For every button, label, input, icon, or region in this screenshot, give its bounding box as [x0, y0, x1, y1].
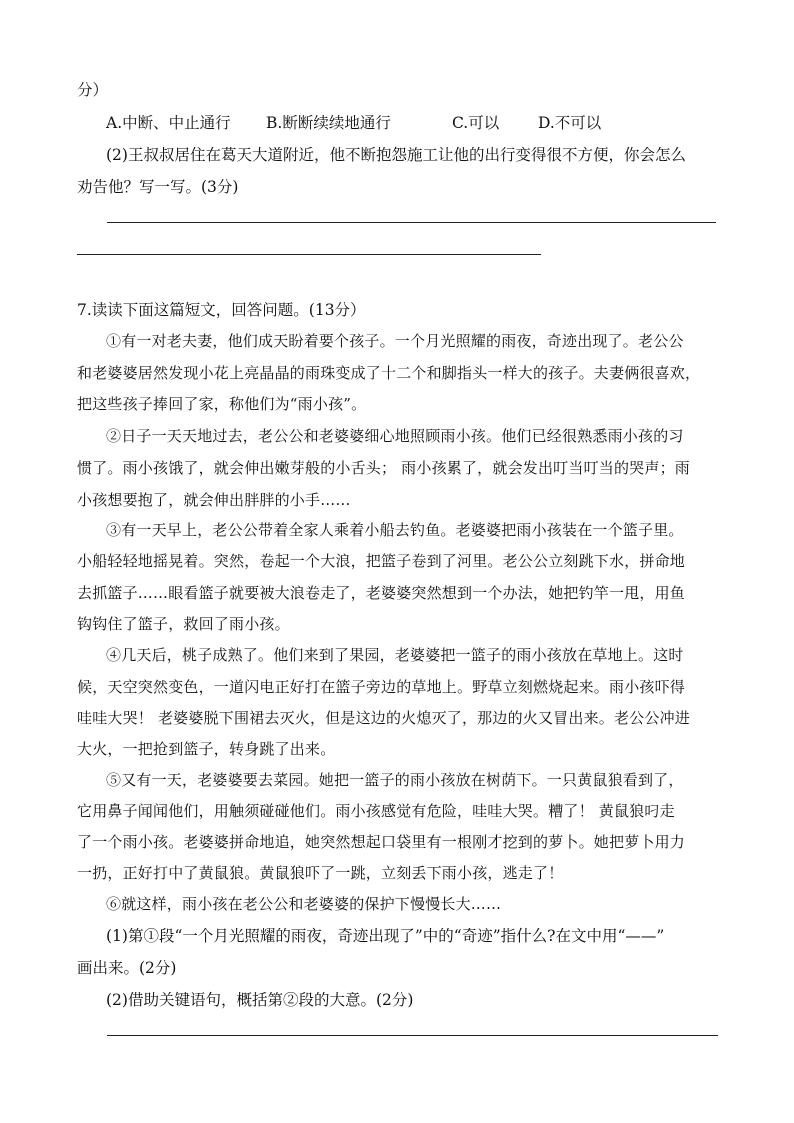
question-7-title: 7.读读下面这篇短文，回答问题。(13分） [77, 301, 366, 319]
passage-line: ②日子一天天地过去，老公公和老婆婆细心地照顾雨小孩。他们已经很熟悉雨小孩的习 [106, 427, 684, 445]
option-c: C.可以 [452, 114, 500, 132]
question-7-sub1-line1: (1)第①段“一个月光照耀的雨夜，奇迹出现了”中的“奇迹”指什么?在文中用“——” [106, 927, 665, 945]
passage-line: ⑤又有一天，老婆婆要去菜园。她把一篮子的雨小孩放在树荫下。一只黄鼠狼看到了， [106, 771, 684, 789]
question-6-sub2-line2: 劝告他？写一写。(3分) [77, 178, 239, 196]
passage-line: ③有一天早上，老公公带着全家人乘着小船去钓鱼。老婆婆把雨小孩装在一个篮子里。 [106, 521, 684, 539]
question-7-sub1-line2: 画出来。(2分) [77, 959, 177, 977]
passage-line: 小孩想要抱了，就会伸出胖胖的小手…… [77, 491, 351, 509]
passage-line: 钩钩住了篮子，救回了雨小孩。 [77, 615, 290, 633]
passage-line: 一扔，正好打中了黄鼠狼。黄鼠狼吓了一跳，立刻丢下雨小孩，逃走了！ [77, 864, 564, 882]
passage-line: 哇哇大哭！ 老婆婆脱下围裙去灭火，但是这边的火熄灭了，那边的火又冒出来。老公公冲进 [77, 709, 690, 727]
answer-line[interactable] [107, 1035, 718, 1036]
passage-line: 和老婆婆居然发现小花上亮晶晶的雨珠变成了十二个和脚指头一样大的孩子。夫妻俩很喜欢， [77, 364, 701, 382]
passage-line: 了一个雨小孩。老婆婆拼命地追，她突然想起口袋里有一根刚才挖到的萝卜。她把萝卜用力 [77, 833, 686, 851]
passage-line: 去抓篮子……眼看篮子就要被大浪卷走了，老婆婆突然想到一个办法，她把钓竿一甩，用鱼 [77, 584, 686, 602]
option-b: B.断断续续地通行 [266, 114, 391, 132]
passage-line: 它用鼻子闻闻他们，用触须碰碰他们。雨小孩感觉有危险，哇哇大哭。糟了！ 黄鼠狼叼走 [77, 802, 675, 820]
passage-line: 大火，一把抢到篮子，转身跳了出来。 [77, 740, 336, 758]
passage-line: ④几天后，桃子成熟了。他们来到了果园，老婆婆把一篮子的雨小孩放在草地上。这时 [106, 646, 684, 664]
passage-line: ⑥就这样，雨小孩在老公公和老婆婆的保护下慢慢长大…… [106, 895, 502, 913]
question-6-sub2-line1: (2)王叔叔居住在葛天大道附近，他不断抱怨施工让他的出行变得很不方便，你会怎么 [106, 146, 686, 164]
option-a: A.中断、中止通行 [106, 114, 231, 132]
answer-line[interactable] [77, 254, 541, 255]
answer-line[interactable] [107, 222, 716, 223]
passage-line: 小船轻轻地摇晃着。突然，卷起一个大浪，把篮子卷到了河里。老公公立刻跳下水，拼命地 [77, 552, 686, 570]
option-d: D.不可以 [538, 114, 602, 132]
passage-line: ①有一对老夫妻，他们成天盼着要个孩子。一个月光照耀的雨夜，奇迹出现了。老公公 [106, 332, 684, 350]
passage-line: 惯了。雨小孩饿了，就会伸出嫩芽般的小舌头； 雨小孩累了，就会发出叮当叮当的哭声；雨 [77, 459, 690, 477]
question-7-sub2: (2)借助关键语句，概括第②段的大意。(2分) [106, 991, 414, 1009]
passage-line: 把这些孩子捧回了家，称他们为“雨小孩”。 [77, 395, 367, 413]
passage-line: 候，天空突然变色，一道闪电正好打在篮子旁边的草地上。野草立刻燃烧起来。雨小孩吓得 [77, 678, 686, 696]
question-6-continuation: 分） [77, 81, 109, 99]
